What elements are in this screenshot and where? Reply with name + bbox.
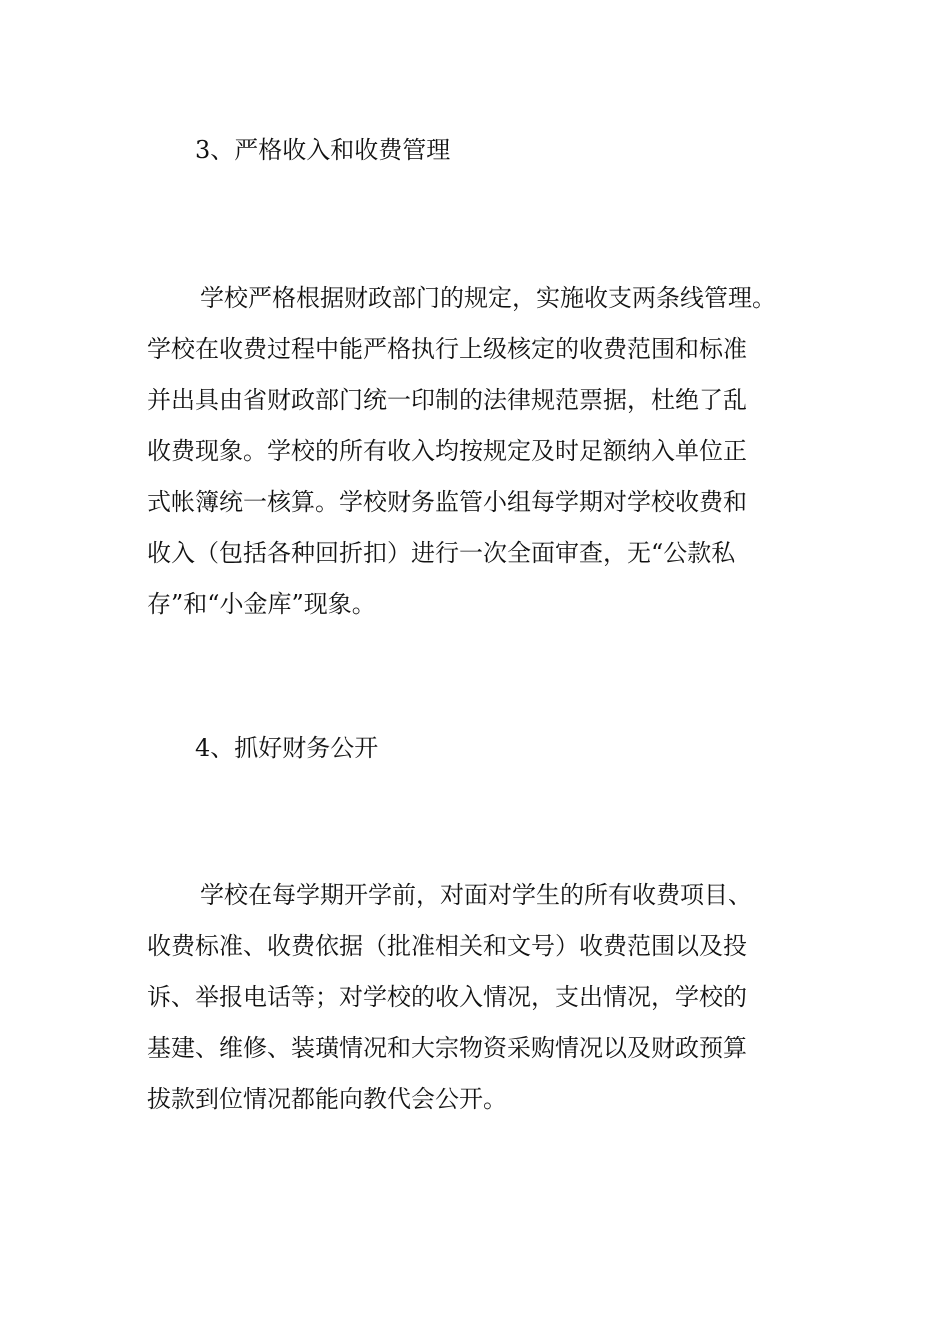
paragraph-line: 基建、维修、装璜情况和大宗物资采购情况以及财政预算 <box>147 1034 747 1062</box>
paragraph-line: 学校严格根据财政部门的规定，实施收支两条线管理。 <box>200 284 776 312</box>
section-4-paragraph <box>147 870 847 1125</box>
paragraph-line: 收费标准、收费依据（批准相关和文号）收费范围以及投 <box>147 932 747 960</box>
section-3-paragraph <box>147 273 847 630</box>
paragraph-line: 诉、举报电话等；对学校的收入情况，支出情况，学校的 <box>147 983 747 1011</box>
paragraph-line: 学校在收费过程中能严格执行上级核定的收费范围和标准 <box>147 335 747 363</box>
paragraph-line: 收费现象。学校的所有收入均按规定及时足额纳入单位正 <box>147 437 747 465</box>
paragraph-line: 存”和“小金库”现象。 <box>147 590 376 618</box>
section-heading-4: 4、抓好财务公开 <box>195 734 379 762</box>
paragraph-line: 收入（包括各种回折扣）进行一次全面审查，无“公款私 <box>147 539 736 567</box>
paragraph-line: 并出具由省财政部门统一印制的法律规范票据，杜绝了乱 <box>147 386 747 414</box>
section-heading-3: 3、严格收入和收费管理 <box>195 136 451 164</box>
paragraph-line: 学校在每学期开学前，对面对学生的所有收费项目、 <box>200 881 752 909</box>
paragraph-line: 拔款到位情况都能向教代会公开。 <box>147 1085 507 1113</box>
paragraph-line: 式帐簿统一核算。学校财务监管小组每学期对学校收费和 <box>147 488 747 516</box>
